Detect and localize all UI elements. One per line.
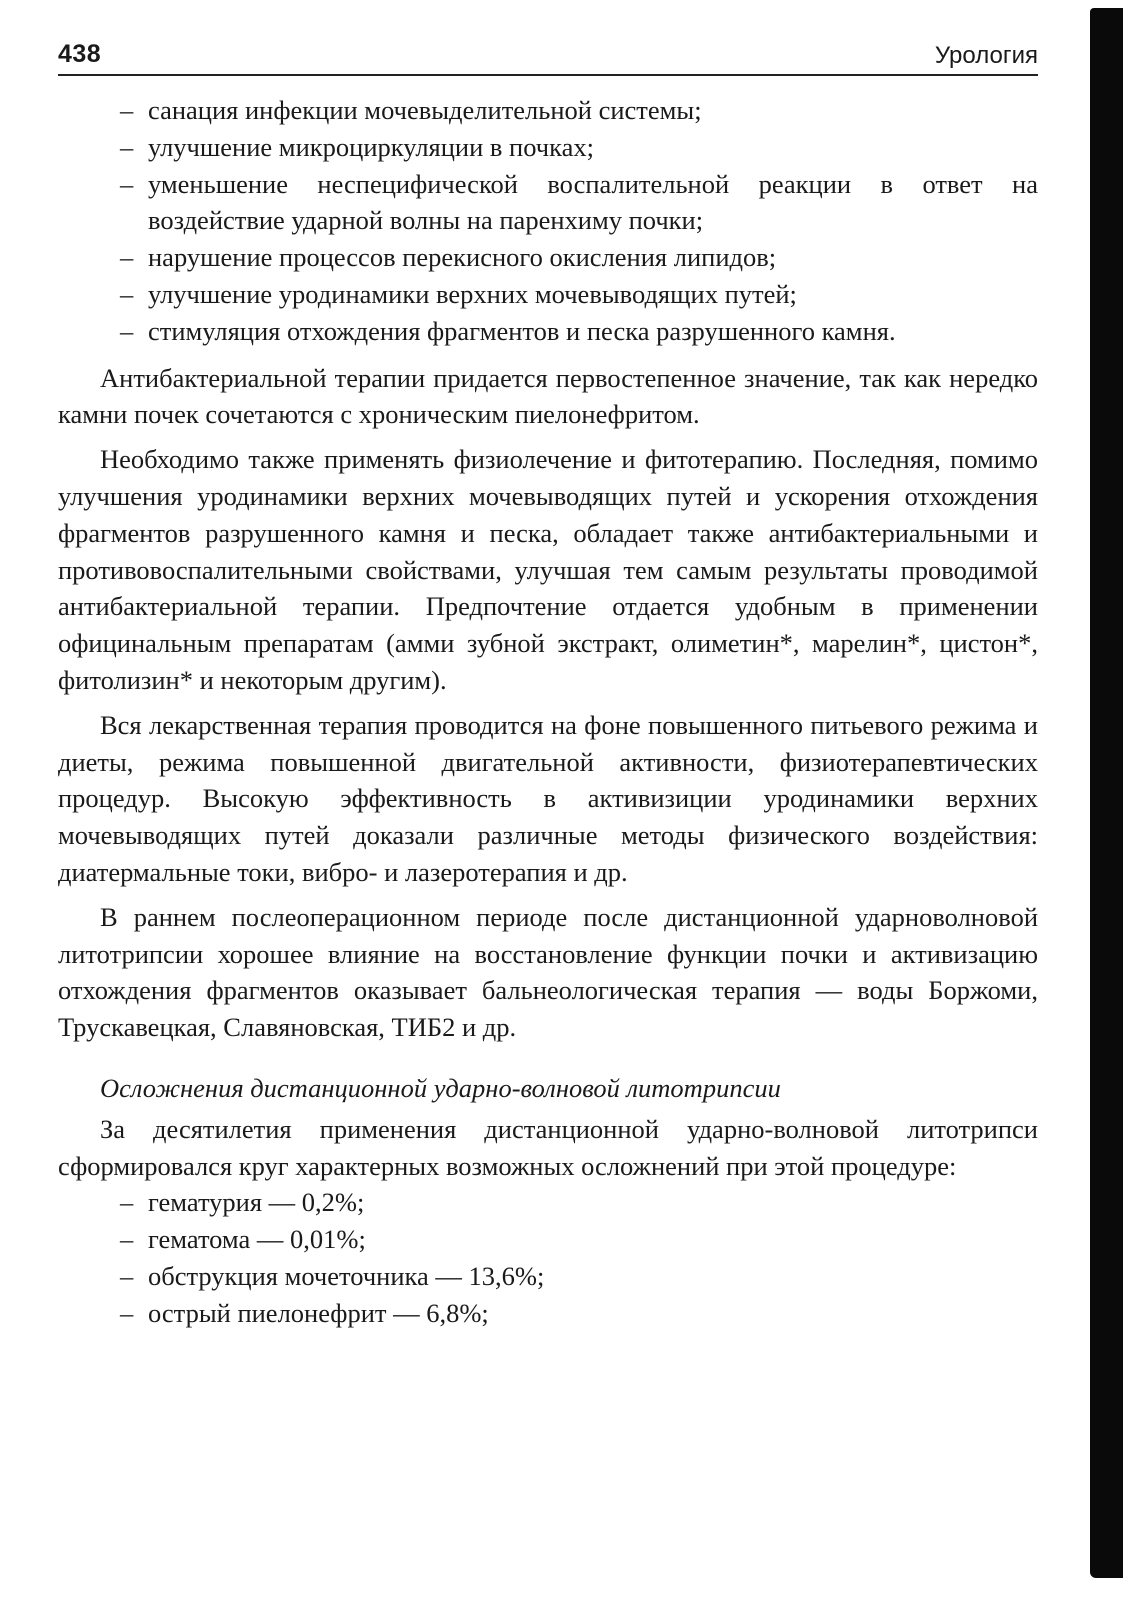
list-item-text: гематурия — 0,2%;: [148, 1187, 365, 1218]
paragraph-postoperative: В раннем послеоперационном периоде после дистанционной ударноволновой литотрипсии хорошее влияние на восстановление функции почки и активизацию отхождения фрагментов оказывает бальнеологическая терапия — воды Боржоми, Трускавецкая, Славяновская, ТИБ2 и др.: [58, 901, 1038, 1043]
list-item-text: гематома — 0,01%;: [148, 1224, 366, 1255]
list-dash: –: [120, 1187, 134, 1218]
paragraph-antibacterial: Антибактериальной терапии придается первостепенное значение, так как нередко камни почек сочетаются с хроническим пиелонефритом.: [58, 362, 1038, 430]
list-dash: –: [120, 1297, 134, 1328]
running-head: Урология: [934, 42, 1038, 69]
list-item-text: улучшение микроциркуляции в почках;: [148, 131, 594, 162]
list-dash: –: [120, 1260, 134, 1291]
list-item: [58, 166, 1038, 240]
list-dash: –: [120, 278, 134, 309]
list-item-text: острый пиелонефрит — 6,8%;: [148, 1297, 489, 1328]
paragraph-physiotherapy: Необходимо также применять физиолечение и фитотерапию. Последняя, помимо улучшения уродинамики верхних мочевыводящих путей и ускорения отхождения фрагментов разрушенного камня и песка, обладает также антибактериальными и противовоспалительными свойствами, улучшая тем самым результаты проводимой антибактериальной терапии. Предпочтение отдается удобным в применении официнальным препаратам (амми зубной экстракт, олиметин*, марелин*, цистон*, фитолизин* и некоторым другим).: [58, 444, 1038, 695]
list-item-text: санация инфекции мочевыделительной системы;: [148, 95, 702, 125]
list-item: [58, 239, 1038, 276]
list-item-text: стимуляция отхождения фрагментов и песка разрушенного камня.: [148, 315, 896, 346]
list-item: [58, 129, 1038, 166]
paragraph-drug-therapy: Вся лекарственная терапия проводится на фоне повышенного питьевого режима и диеты, режима повышенной двигательной активности, физиотерапевтических процедур. Высокую эффективность в активизиции уродинамики верхних мочевыводящих путей доказали различные методы физического воздействия: диатермальные токи, вибро- и лазеротерапия и др.: [58, 709, 1038, 887]
list-dash: –: [120, 168, 134, 199]
list-item: [58, 276, 1038, 313]
list-item-text: уменьшение неспецифической воспалительной реакции в ответ на воздействие ударной волны на паренхиму почки;: [148, 168, 1038, 236]
list-item: [58, 92, 1038, 129]
list-item-text: обструкция мочеточника — 13,6%;: [148, 1260, 545, 1291]
list-dash: –: [120, 315, 134, 346]
list-dash: –: [120, 242, 134, 273]
list-dash: –: [120, 95, 134, 125]
list-dash: –: [120, 131, 134, 162]
list-item: [58, 1221, 1038, 1258]
page-header: [58, 38, 1038, 76]
list-item: [58, 313, 1038, 350]
paragraph-complications-intro: За десятилетия применения дистанционной ударно-волновой литотрипси сформировался круг характерных возможных осложнений при этой процедуре:: [58, 1113, 1038, 1181]
page-body: [58, 92, 1038, 1332]
section-subheading: Осложнения дистанционной ударно-волновой литотрипсии: [100, 1072, 781, 1103]
list-item: [58, 1295, 1038, 1332]
list-dash: –: [120, 1224, 134, 1255]
list-item: [58, 1258, 1038, 1295]
page-edge-shadow: [1090, 8, 1123, 1578]
list-item-text: улучшение уродинамики верхних мочевыводящих путей;: [148, 278, 797, 309]
list-item: [58, 1184, 1038, 1221]
list-item-text: нарушение процессов перекисного окисления липидов;: [148, 242, 777, 273]
page-number: 438: [58, 40, 102, 68]
